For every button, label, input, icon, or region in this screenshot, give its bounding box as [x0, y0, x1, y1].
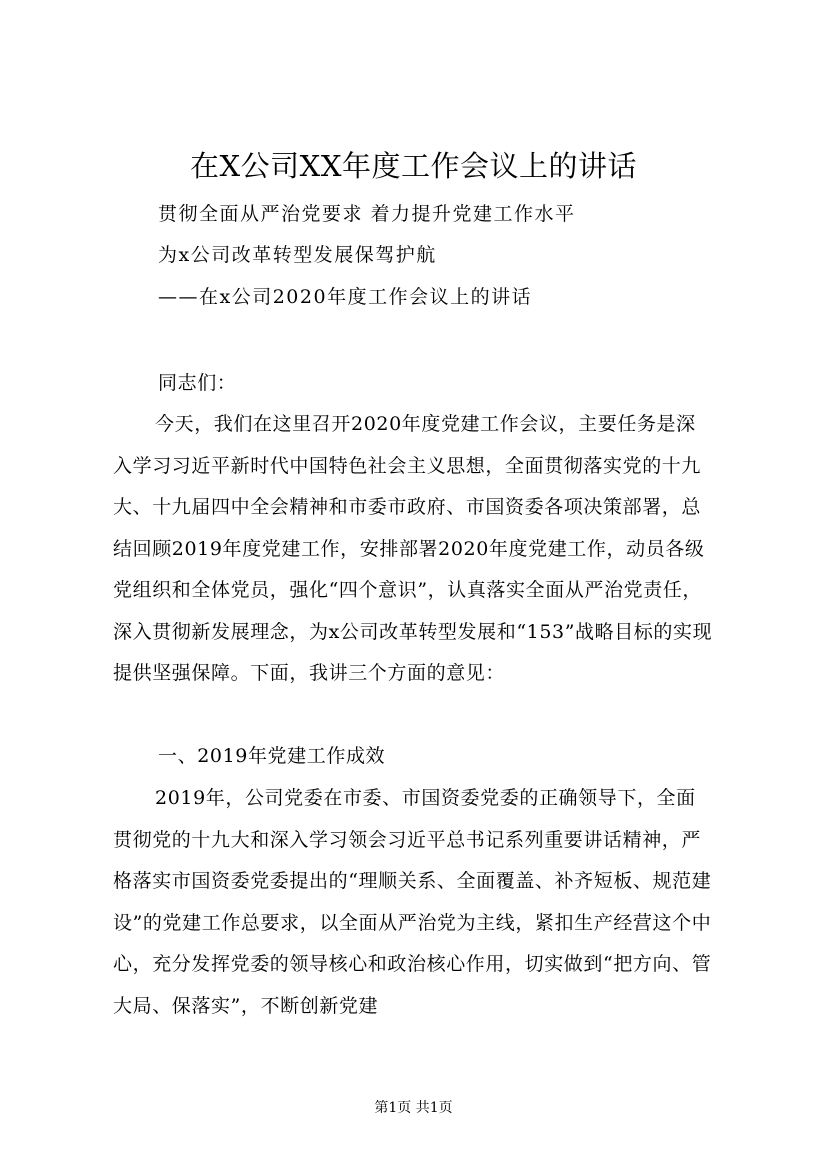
- paragraph-intro: 今天，我们在这里召开2020年度党建工作会议，主要任务是深入学习习近平新时代中国特色社会主义思想，全面贯彻落实党的十九大、十九届四中全会精神和市委市政府、市国资委各项决策部署，总结回顾2019年度党建工作，安排部署2020年度党建工作，动员各级党组织和全体党员，强化“四个意识”，认真落实全面从严治党责任，深入贯彻新发展理念，为x公司改革转型发展和“153”战略目标的实现提供坚强保障。下面，我讲三个方面的意见：: [113, 413, 713, 684]
- page-number-footer: 第1页 共1页: [374, 1100, 453, 1116]
- document-title: 在X公司XX年度工作会议上的讲话: [190, 149, 637, 183]
- section-heading-1: 一、2019年党建工作成效: [158, 745, 386, 767]
- greeting: 同志们：: [158, 372, 237, 394]
- subtitle-line-3: ——在x公司2020年度工作会议上的讲话: [158, 286, 533, 308]
- paragraph-section-1: 2019年，公司党委在市委、市国资委党委的正确领导下，全面贯彻党的十九大和深入学习领会习近平总书记系列重要讲话精神，严格落实市国资委党委提出的“理顺关系、全面覆盖、补齐短板、规范建设”的党建工作总要求，以全面从严治党为主线，紧扣生产经营这个中心，充分发挥党委的领导核心和政治核心作用，切实做到“把方向、管大局、保落实”，不断创新党建: [113, 787, 712, 1017]
- subtitle-line-1: 贯彻全面从严治党要求 着力提升党建工作水平: [158, 203, 576, 225]
- subtitle-line-2: 为x公司改革转型发展保驾护航: [158, 244, 437, 266]
